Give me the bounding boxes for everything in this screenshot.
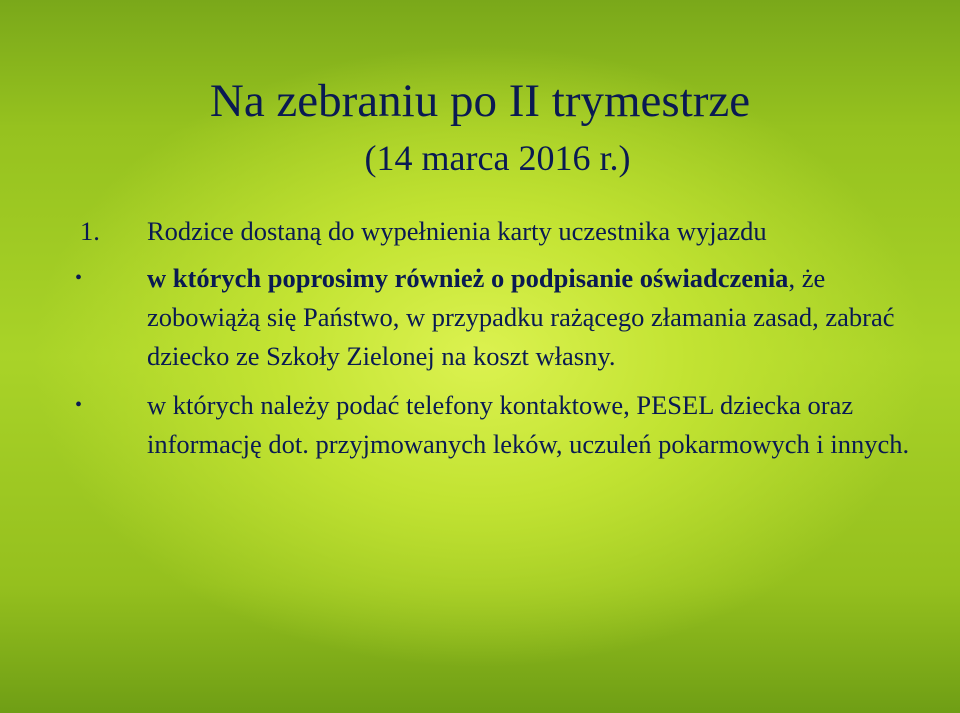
list-item-text: w których należy podać telefony kontaktowe, PESEL dziecka oraz informację dot. przyjmowanych leków, uczuleń pokarmowych i innych. bbox=[147, 390, 910, 459]
list-item bbox=[0, 212, 960, 251]
bullet-icon: • bbox=[75, 394, 83, 416]
slide-subtitle: (14 marca 2016 r.) bbox=[364, 138, 631, 178]
list-number: 1. bbox=[80, 216, 100, 246]
bullet-icon: • bbox=[75, 267, 83, 289]
list-item bbox=[0, 386, 960, 464]
slide-content bbox=[0, 212, 960, 464]
list-item-bold-text: w których poprosimy również o podpisanie oświadczenia bbox=[147, 263, 789, 293]
list-item-text: Rodzice dostaną do wypełnienia karty uczestnika wyjazdu bbox=[147, 216, 767, 246]
slide-title: Na zebraniu po II trymestrze bbox=[209, 75, 751, 127]
list-item bbox=[0, 259, 960, 376]
list-item-text: , że zobowiążą się Państwo, w przypadku rażącego złamania zasad, zabrać dziecko ze Szkoły Zielonej na koszt własny. bbox=[147, 263, 895, 371]
